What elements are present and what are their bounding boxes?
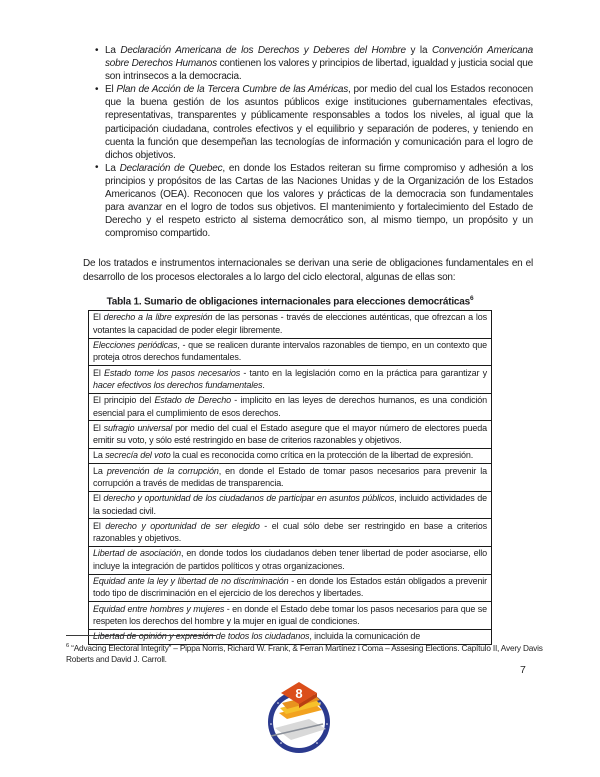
footnote-section bbox=[66, 635, 544, 666]
logo-numeral: 8 bbox=[295, 686, 303, 701]
regular-text: El bbox=[93, 520, 106, 531]
table-row bbox=[89, 311, 491, 339]
footnote-body: “Advacing Electoral Integrity” – Pippa Norris, Richard W. Frank, & Ferran Martínez i Coma – Assesing Elections. Capítulo II, Avery Davis Roberts and David J. Carroll. bbox=[66, 642, 543, 665]
regular-text: la cual es reconocida como crítica en la protección de la libertad de expresión. bbox=[170, 450, 474, 461]
italic-text: Estado tome los pasos necesarios bbox=[104, 367, 241, 378]
table-row bbox=[89, 339, 491, 367]
regular-text: El principio del bbox=[93, 395, 155, 406]
italic-text: Declaración Americana de los Derechos y Deberes del Hombre bbox=[120, 45, 406, 56]
bullet-item bbox=[105, 83, 533, 162]
regular-text: , - que se realicen durante intervalos razonables de tiempo, en un contexto que proteja otros derechos fundamentales. bbox=[93, 340, 487, 363]
regular-text: - tanto en la legislación como en la práctica para garantizar y bbox=[240, 367, 487, 378]
regular-text: contienen los valores y principios de libertad, igualdad y justicia social que son intrinsecos a la democracia. bbox=[105, 58, 533, 83]
regular-text: El bbox=[93, 367, 105, 378]
italic-text: Equidad entre hombres y mujeres bbox=[93, 603, 225, 614]
table-title-footnote-ref: 6 bbox=[470, 294, 474, 302]
table-row bbox=[89, 602, 491, 630]
italic-text: Libertad de opinión y expresión de todos los ciudadanos bbox=[93, 631, 310, 642]
footnote-text bbox=[66, 641, 544, 666]
table-title-text: Tabla 1. Sumario de obligaciones internacionales para elecciones democráticas bbox=[106, 295, 471, 307]
regular-text: por medio del cual el Estado asegure que el mayor número de electores pueda emitir su voto, y sólo esté restringido en base de criterios razonables y objetivos. bbox=[93, 422, 487, 446]
table-row bbox=[89, 492, 491, 520]
regular-text: El bbox=[93, 422, 104, 433]
regular-text: La bbox=[105, 45, 121, 56]
table-row bbox=[89, 547, 491, 575]
regular-text: El bbox=[105, 84, 117, 96]
regular-text: . bbox=[262, 379, 265, 390]
table-section bbox=[88, 295, 492, 645]
regular-text: - implicito en las leyes de derechos humanos, es una condición esencial para el cumplimiento de esos derechos. bbox=[93, 395, 488, 418]
regular-text: El bbox=[93, 312, 104, 323]
table-row bbox=[89, 449, 491, 464]
table-row bbox=[89, 421, 491, 449]
table-row bbox=[89, 366, 491, 394]
regular-text: de las personas - través de elecciones auténticas, que ofrezcan a los votantes la capacidad de poder elegir libremente. bbox=[93, 312, 487, 335]
regular-text: La bbox=[105, 162, 120, 174]
italic-text: derecho y oportunidad de ser elegido bbox=[105, 520, 260, 531]
bullet-item bbox=[105, 44, 533, 83]
regular-text: La bbox=[93, 450, 106, 461]
table-row bbox=[89, 394, 491, 422]
regular-text: - el cual sólo debe ser restringido en base a criterios razonables y objetivos. bbox=[93, 520, 487, 544]
intro-paragraph: De los tratados e instrumentos internacionales se derivan una serie de obligaciones fundamentales en el desarrollo de los procesos electorales a lo largo del ciclo electoral, algunas de ellas son: bbox=[83, 258, 533, 283]
bullet-item bbox=[105, 162, 533, 241]
table-row bbox=[89, 519, 491, 547]
regular-text: , en donde el Estado de tomar pasos necesarios para prevenir la corrupción a través de medidas de transparencia. bbox=[93, 465, 487, 488]
footnote-separator bbox=[66, 635, 216, 636]
bullet-list bbox=[83, 44, 533, 240]
italic-text: Libertad de asociación bbox=[93, 548, 181, 559]
regular-text: y la bbox=[405, 45, 432, 56]
italic-text: hacer efectivos los derechos fundamentales bbox=[93, 379, 263, 390]
italic-text: derecho a la libre expresión bbox=[103, 312, 213, 323]
obligations-table bbox=[88, 310, 492, 645]
regular-text: - en donde los Estados están obligados a prevenir todo tipo de discriminación en el ejercicio de los derechos y libertades. bbox=[93, 576, 487, 599]
regular-text: , en donde los Estados reiteran su firme compromiso y adhesión a los principios y propósitos de las Cartas de las Naciones Unidas y de la Organización de los Estados Americanos (OEA). Reconocen que los valores y prácticas de la democracia son fundamentales para avanzar en el logro de todos sus objetivos. El mantenimiento y fortalecimiento del Estado de Derecho y el respeto estricto al sistema democrático son, al mismo tiempo, un propósito y un compromiso compartido. bbox=[105, 162, 534, 240]
italic-text: Estado de Derecho bbox=[154, 395, 231, 406]
table-title bbox=[88, 295, 492, 307]
footnote-marker: 6 bbox=[66, 643, 70, 649]
page-number: 7 bbox=[520, 664, 526, 676]
organization-logo bbox=[249, 682, 349, 754]
italic-text: Convención Americana sobre Derechos Humanos bbox=[105, 45, 533, 70]
italic-text: prevención de la corrupción bbox=[106, 465, 219, 476]
italic-text: Plan de Acción de la Tercera Cumbre de las Américas bbox=[116, 84, 348, 96]
regular-text: La bbox=[93, 465, 107, 476]
italic-text: Equidad ante la ley y libertad de no discriminación bbox=[93, 576, 289, 587]
regular-text: , por medio del cual los Estados reconocen que la buena gestión de los asuntos públicos exige instituciones gubernamentales efectivas, representativas, transparentes y públicamente responsables a todos los niveles, al igual que la participación ciudadana, controles efectivos y el equilibrio y separación de poderes, y teniendo en cuenta la función que desempeñan las tecnologías de información y comunicación para el logro de dichos objetivos. bbox=[105, 84, 533, 161]
italic-text: Elecciones periódicas bbox=[93, 340, 178, 351]
italic-text: derecho y oportunidad de los ciudadanos de participar en asuntos públicos bbox=[103, 493, 395, 504]
regular-text: , en donde todos los ciudadanos deben tener libertad de poder asociarse, ello incluye la integración de partidos políticos y otras organizaciones. bbox=[93, 548, 488, 571]
italic-text: sufragio universal bbox=[103, 422, 173, 433]
regular-text: El bbox=[93, 493, 104, 504]
regular-text: , incluido actividades de la sociedad civil. bbox=[93, 493, 487, 516]
italic-text: Declaración de Quebec bbox=[119, 162, 223, 174]
table-row bbox=[89, 464, 491, 492]
italic-text: secrecía del voto bbox=[105, 450, 171, 461]
regular-text: , incluida la comunicación de bbox=[309, 631, 421, 642]
table-row bbox=[89, 575, 491, 603]
page-content bbox=[83, 44, 533, 645]
regular-text: - en donde el Estado debe tomar los pasos necesarios para que se respeten los derechos del hombre y la mujer en igual de condiciones. bbox=[93, 603, 488, 626]
